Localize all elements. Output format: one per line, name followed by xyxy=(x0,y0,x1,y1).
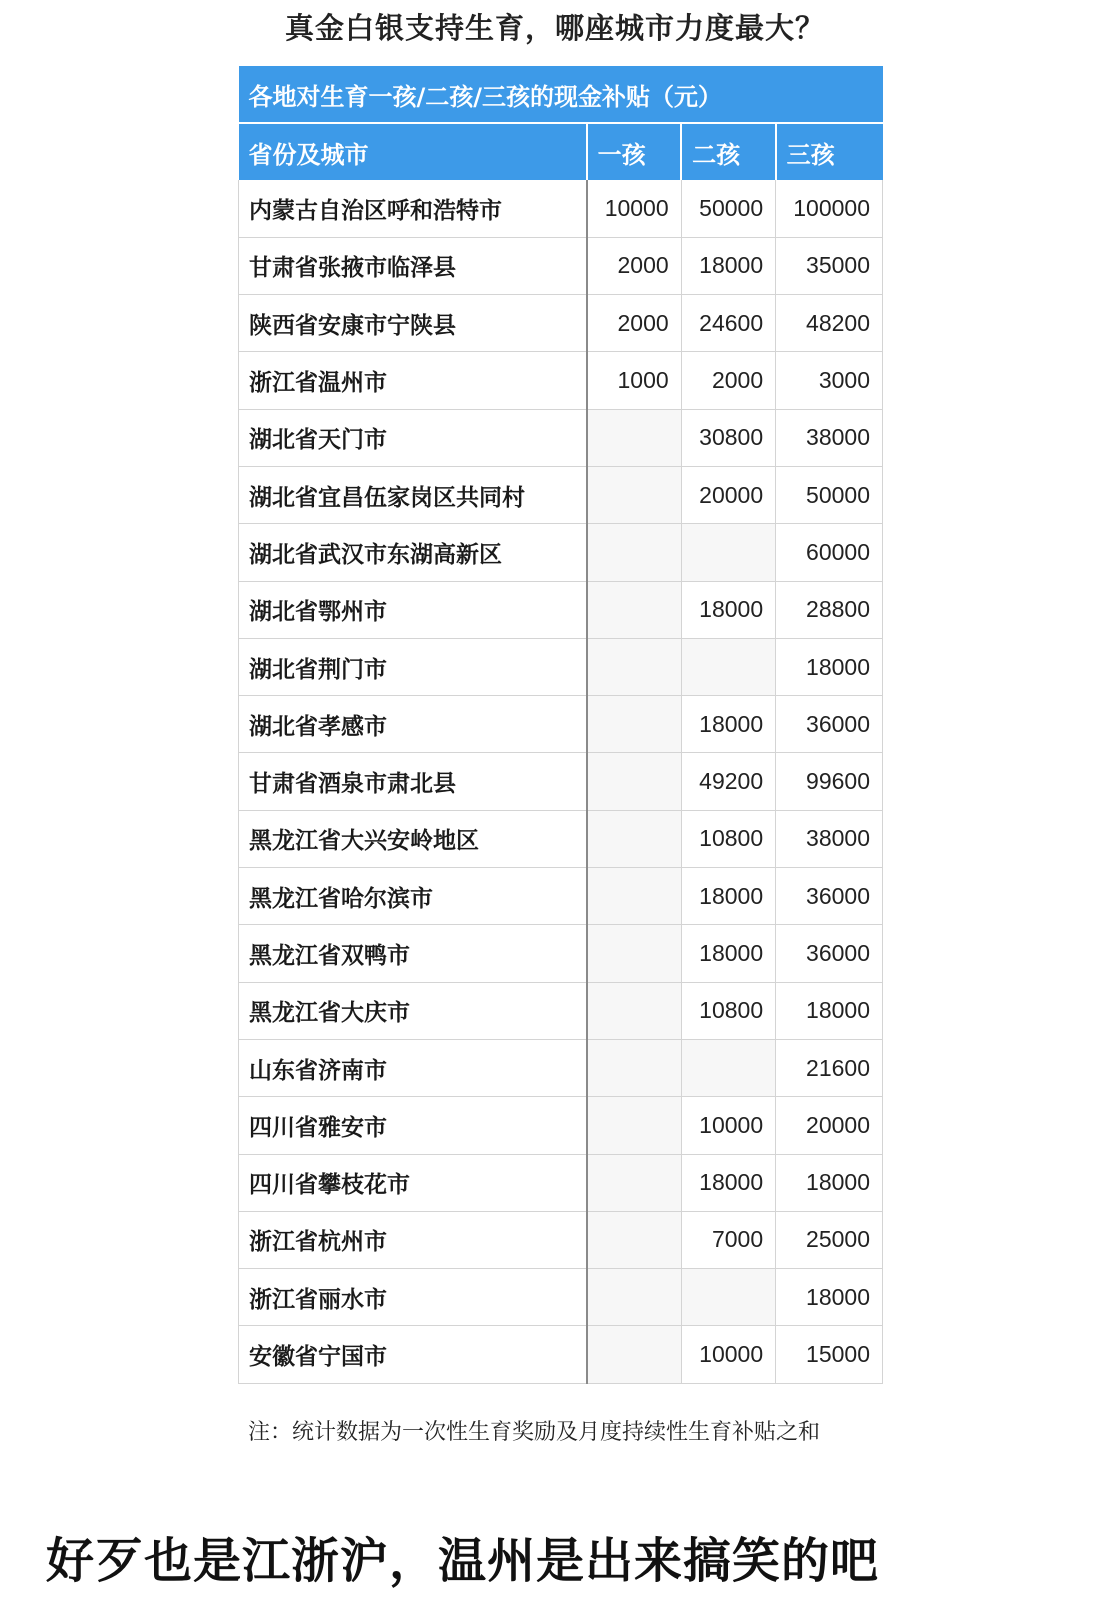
third-child-value: 36000 xyxy=(776,868,883,925)
third-child-value: 18000 xyxy=(776,982,883,1039)
city-name: 浙江省杭州市 xyxy=(239,1211,587,1268)
column-header-second-child: 二孩 xyxy=(681,123,775,180)
city-name: 湖北省孝感市 xyxy=(239,696,587,753)
table-row xyxy=(239,868,883,925)
city-name: 甘肃省酒泉市肃北县 xyxy=(239,753,587,810)
city-name: 甘肃省张掖市临泽县 xyxy=(239,237,587,294)
city-name: 湖北省武汉市东湖高新区 xyxy=(239,524,587,581)
second-child-value: 10800 xyxy=(681,982,775,1039)
second-child-value: 18000 xyxy=(681,925,775,982)
second-child-value: 49200 xyxy=(681,753,775,810)
table-row xyxy=(239,466,883,523)
second-child-value: 7000 xyxy=(681,1211,775,1268)
column-header-city: 省份及城市 xyxy=(239,123,587,180)
third-child-value: 50000 xyxy=(776,466,883,523)
subsidy-table-container xyxy=(238,66,883,1384)
second-child-value: 24600 xyxy=(681,295,775,352)
table-row xyxy=(239,524,883,581)
table-row xyxy=(239,295,883,352)
first-child-value xyxy=(587,524,681,581)
city-name: 湖北省鄂州市 xyxy=(239,581,587,638)
table-row xyxy=(239,1097,883,1154)
second-child-value: 10000 xyxy=(681,1097,775,1154)
third-child-value: 36000 xyxy=(776,925,883,982)
first-child-value xyxy=(587,1326,681,1383)
first-child-value xyxy=(587,1097,681,1154)
column-header-third-child: 三孩 xyxy=(776,123,883,180)
city-name: 湖北省宜昌伍家岗区共同村 xyxy=(239,466,587,523)
city-name: 黑龙江省哈尔滨市 xyxy=(239,868,587,925)
first-child-value xyxy=(587,1154,681,1211)
table-row xyxy=(239,237,883,294)
second-child-value: 10800 xyxy=(681,810,775,867)
footnote: 注：统计数据为一次性生育奖励及月度持续性生育补贴之和 xyxy=(248,1420,821,1445)
second-child-value: 30800 xyxy=(681,409,775,466)
city-name: 山东省济南市 xyxy=(239,1039,587,1096)
user-comment: 好歹也是江浙沪，温州是出来搞笑的吧 xyxy=(46,1533,880,1589)
first-child-value xyxy=(587,1269,681,1326)
third-child-value: 15000 xyxy=(776,1326,883,1383)
first-child-value xyxy=(587,982,681,1039)
third-child-value: 28800 xyxy=(776,581,883,638)
table-row xyxy=(239,696,883,753)
third-child-value: 38000 xyxy=(776,409,883,466)
first-child-value: 1000 xyxy=(587,352,681,409)
table-body xyxy=(239,180,883,1383)
first-child-value xyxy=(587,638,681,695)
third-child-value: 18000 xyxy=(776,1269,883,1326)
first-child-value xyxy=(587,581,681,638)
table-row xyxy=(239,753,883,810)
third-child-value: 3000 xyxy=(776,352,883,409)
city-name: 湖北省天门市 xyxy=(239,409,587,466)
first-child-value xyxy=(587,409,681,466)
third-child-value: 99600 xyxy=(776,753,883,810)
second-child-value: 18000 xyxy=(681,868,775,925)
third-child-value: 100000 xyxy=(776,180,883,237)
third-child-value: 38000 xyxy=(776,810,883,867)
third-child-value: 20000 xyxy=(776,1097,883,1154)
table-row xyxy=(239,982,883,1039)
second-child-value xyxy=(681,524,775,581)
second-child-value: 18000 xyxy=(681,696,775,753)
table-row xyxy=(239,925,883,982)
second-child-value xyxy=(681,1269,775,1326)
city-name: 陕西省安康市宁陕县 xyxy=(239,295,587,352)
headline: 真金白银支持生育，哪座城市力度最大？ xyxy=(284,11,825,45)
first-child-value: 2000 xyxy=(587,295,681,352)
first-child-value xyxy=(587,1211,681,1268)
second-child-value: 18000 xyxy=(681,581,775,638)
second-child-value: 10000 xyxy=(681,1326,775,1383)
first-child-value xyxy=(587,696,681,753)
city-name: 湖北省荆门市 xyxy=(239,638,587,695)
second-child-value: 2000 xyxy=(681,352,775,409)
table-row xyxy=(239,1269,883,1326)
first-child-value xyxy=(587,868,681,925)
table-caption: 各地对生育一孩/二孩/三孩的现金补贴（元） xyxy=(239,66,883,123)
table-row xyxy=(239,1039,883,1096)
first-child-value xyxy=(587,753,681,810)
third-child-value: 18000 xyxy=(776,638,883,695)
city-name: 黑龙江省大庆市 xyxy=(239,982,587,1039)
table-row xyxy=(239,1326,883,1383)
third-child-value: 21600 xyxy=(776,1039,883,1096)
first-child-value xyxy=(587,925,681,982)
city-name: 黑龙江省大兴安岭地区 xyxy=(239,810,587,867)
table-row xyxy=(239,352,883,409)
city-name: 四川省雅安市 xyxy=(239,1097,587,1154)
third-child-value: 48200 xyxy=(776,295,883,352)
first-child-value xyxy=(587,810,681,867)
city-name: 四川省攀枝花市 xyxy=(239,1154,587,1211)
table-row xyxy=(239,180,883,237)
first-child-value xyxy=(587,1039,681,1096)
third-child-value: 35000 xyxy=(776,237,883,294)
table-row xyxy=(239,409,883,466)
table-header-row xyxy=(239,123,883,180)
first-child-value xyxy=(587,466,681,523)
third-child-value: 36000 xyxy=(776,696,883,753)
third-child-value: 60000 xyxy=(776,524,883,581)
table-row xyxy=(239,638,883,695)
column-header-first-child: 一孩 xyxy=(587,123,681,180)
table-caption-row xyxy=(239,66,883,123)
second-child-value xyxy=(681,638,775,695)
city-name: 内蒙古自治区呼和浩特市 xyxy=(239,180,587,237)
table-row xyxy=(239,1211,883,1268)
first-child-value: 2000 xyxy=(587,237,681,294)
second-child-value: 18000 xyxy=(681,1154,775,1211)
third-child-value: 18000 xyxy=(776,1154,883,1211)
second-child-value: 18000 xyxy=(681,237,775,294)
city-name: 浙江省丽水市 xyxy=(239,1269,587,1326)
second-child-value xyxy=(681,1039,775,1096)
second-child-value: 20000 xyxy=(681,466,775,523)
table-row xyxy=(239,1154,883,1211)
first-child-value: 10000 xyxy=(587,180,681,237)
city-name: 浙江省温州市 xyxy=(239,352,587,409)
table-row xyxy=(239,581,883,638)
second-child-value: 50000 xyxy=(681,180,775,237)
subsidy-table xyxy=(238,66,883,1384)
city-name: 安徽省宁国市 xyxy=(239,1326,587,1383)
table-row xyxy=(239,810,883,867)
city-name: 黑龙江省双鸭市 xyxy=(239,925,587,982)
third-child-value: 25000 xyxy=(776,1211,883,1268)
